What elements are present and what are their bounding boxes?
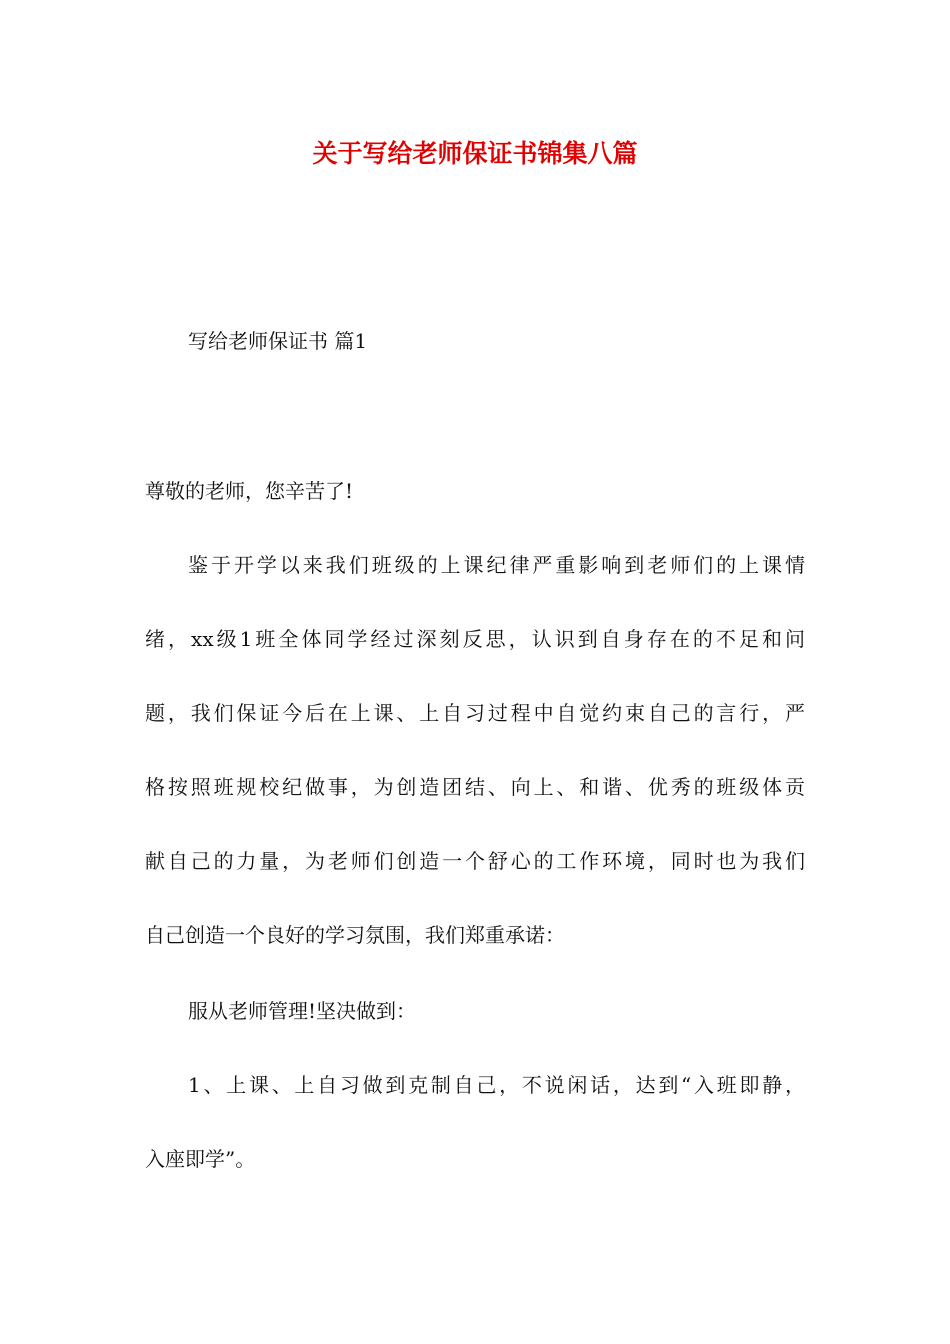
paragraph-line: 鉴于开学以来我们班级的上课纪律严重影响到老师们的上课情 (188, 553, 805, 577)
paragraph-line: 献自己的力量，为老师们创造一个舒心的工作环境，同时也为我们 (145, 849, 805, 873)
paragraph-line: 题，我们保证今后在上课、上自习过程中自觉约束自己的言行，严 (145, 701, 805, 725)
list-item-line: 1、上课、上自习做到克制自己，不说闲话，达到“入班即静， (188, 1073, 805, 1097)
section-heading: 写给老师保证书 篇1 (188, 329, 368, 353)
document-title: 关于写给老师保证书锦集八篇 (312, 139, 638, 168)
paragraph-line: 格按照班规校纪做事，为创造团结、向上、和谐、优秀的班级体贡 (145, 775, 805, 799)
list-item-line: 入座即学”。 (145, 1147, 256, 1171)
paragraph-line: 服从老师管理!坚决做到： (188, 999, 417, 1023)
paragraph-line: 绪，xx级1班全体同学经过深刻反思，认识到自身存在的不足和问 (145, 627, 805, 651)
salutation: 尊敬的老师，您辛苦了! (145, 479, 354, 503)
paragraph-line: 自己创造一个良好的学习氛围，我们郑重承诺： (145, 923, 565, 947)
